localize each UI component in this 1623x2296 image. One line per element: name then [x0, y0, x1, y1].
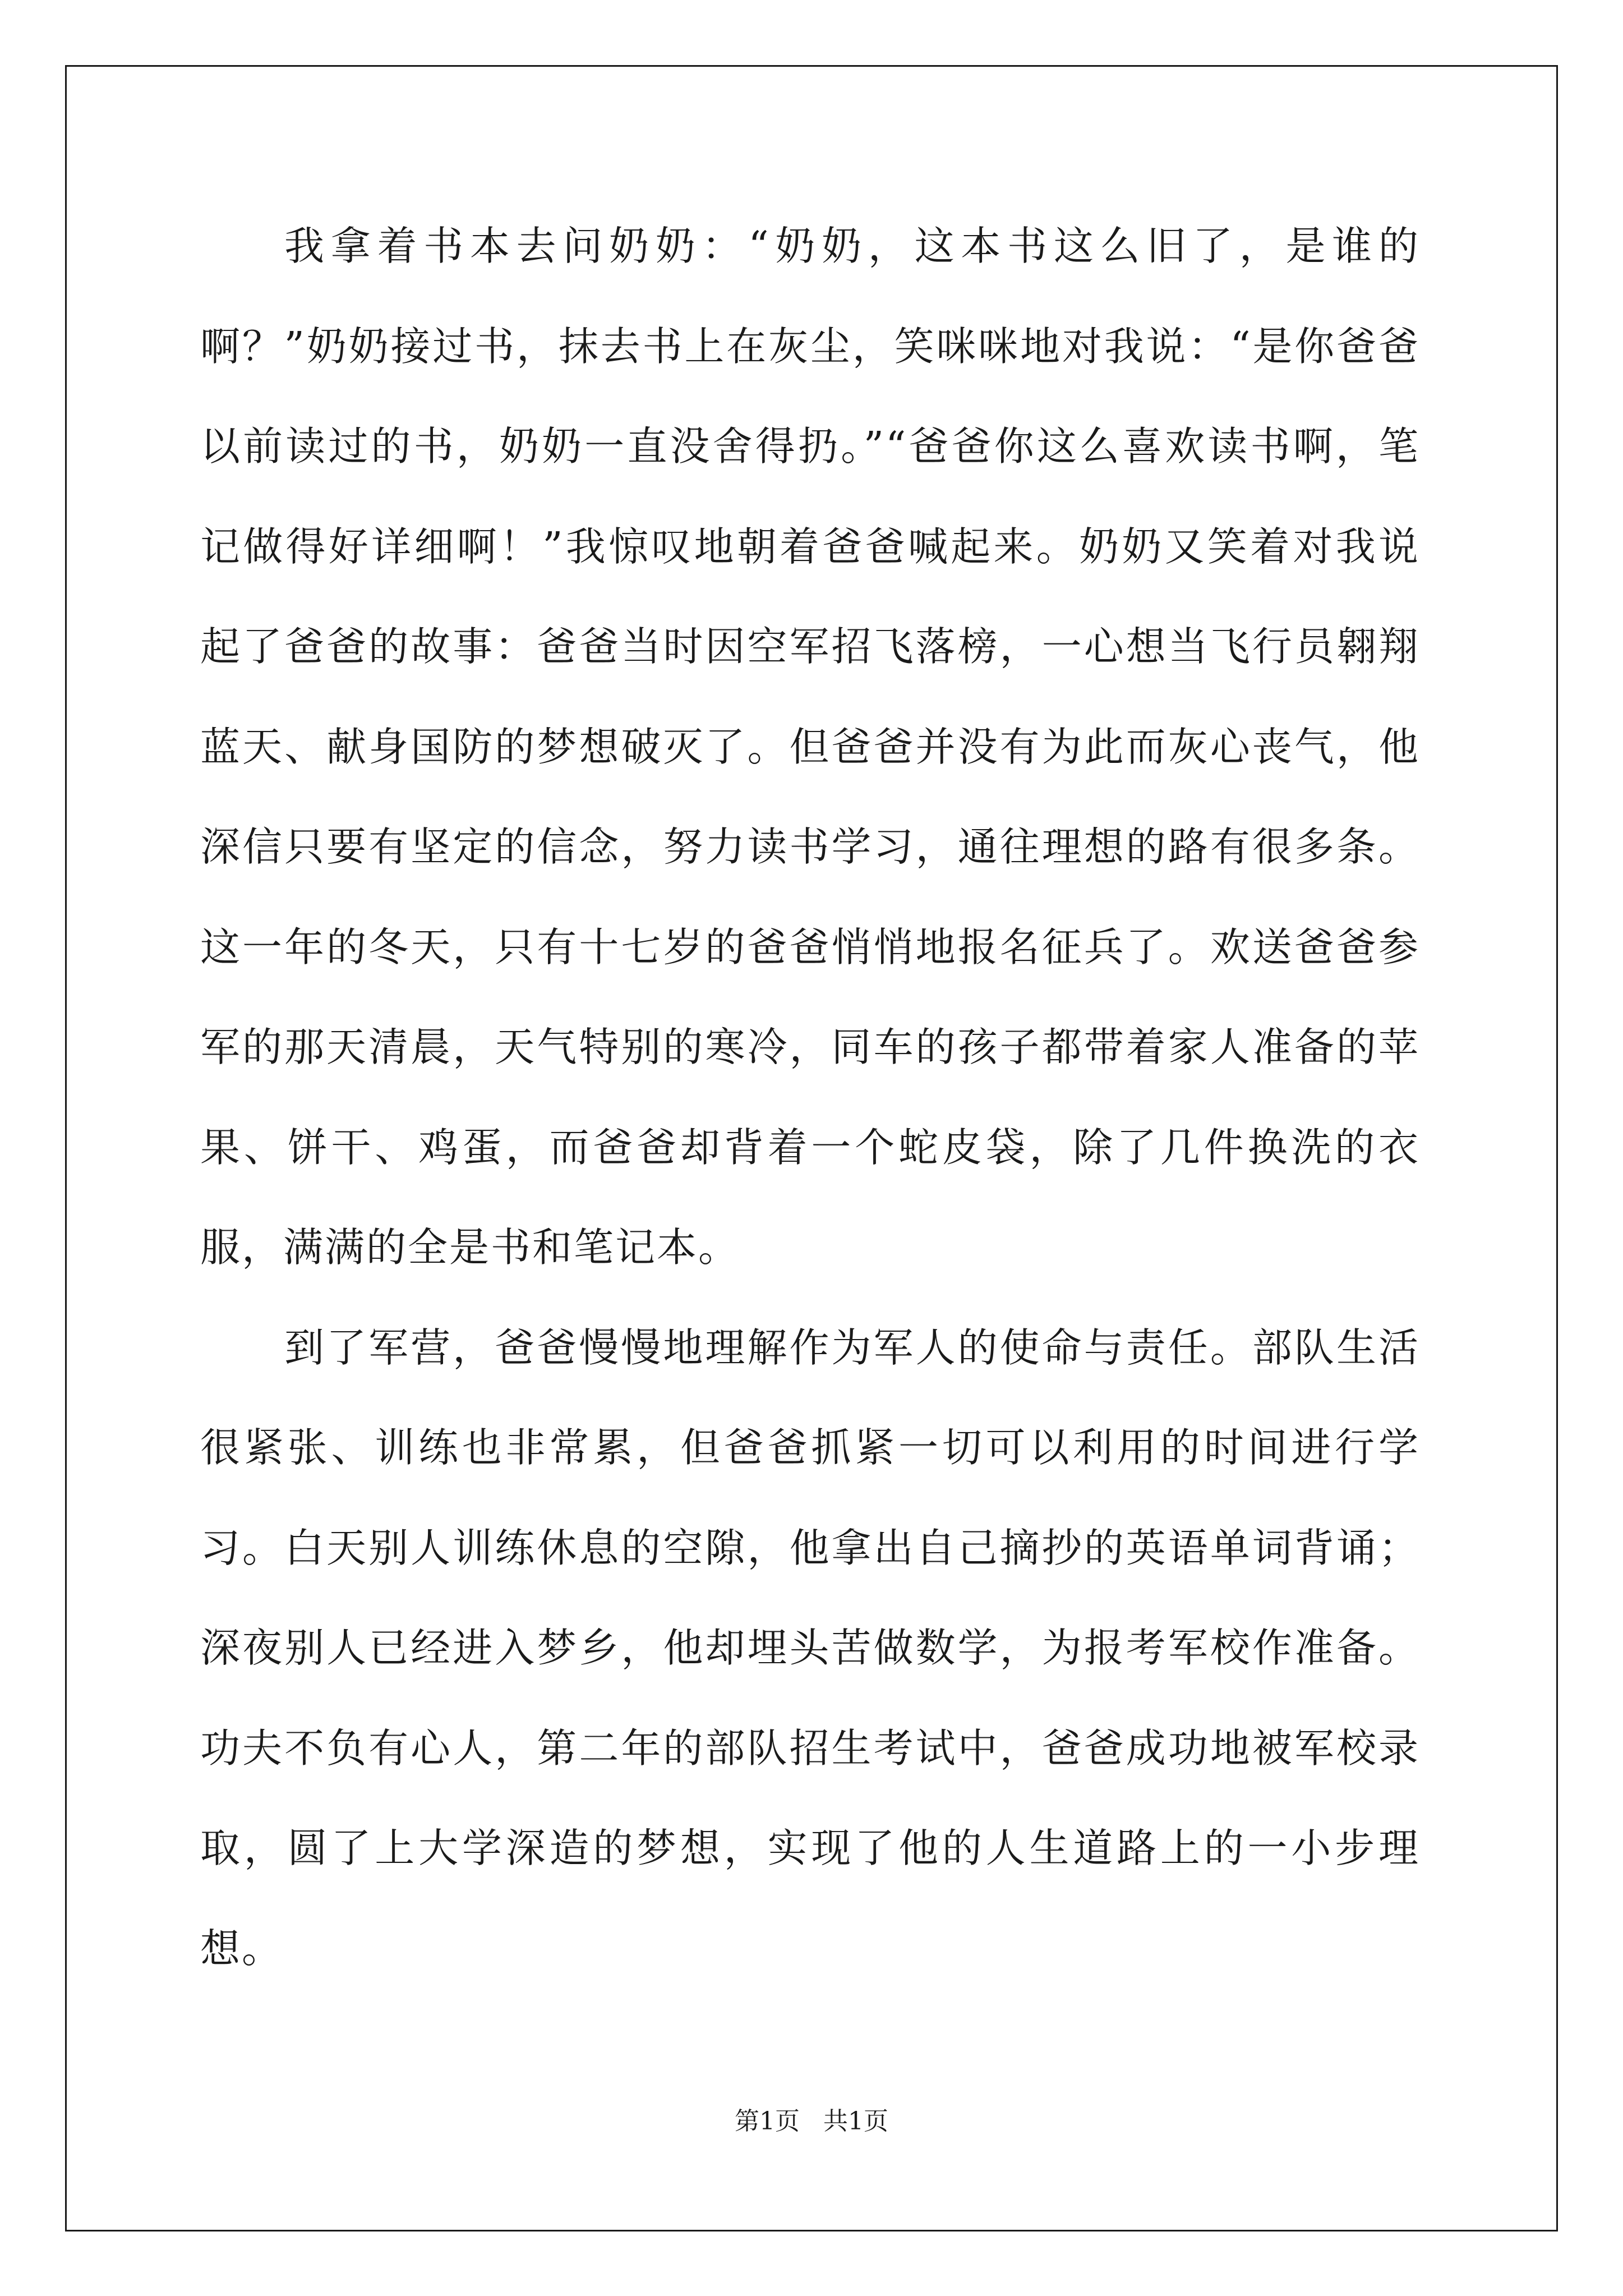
- page-number-label: 第1页 共1页: [735, 2107, 888, 2136]
- page-footer: [0, 2101, 1623, 2137]
- paragraph-2: 到了军营，爸爸慢慢地理解作为军人的使命与责任。部队生活很紧张、训练也非常累，但爸爸抓紧一切可以利用的时间进行学习。白天别人训练休息的空隙，他拿出自己摘抄的英语单词背诵；深夜别人已经进入梦乡，他却埋头苦做数学，为报考军校作准备。功夫不负有心人，第二年的部队招生考试中，爸爸成功地被军校录取，圆了上大学深造的梦想，实现了他的人生道路上的一小步理想。: [200, 1324, 1420, 1972]
- paragraph-1: 我拿着书本去问奶奶：“奶奶，这本书这么旧了，是谁的啊？”奶奶接过书，抹去书上在灰尘，笑咪咪地对我说：“是你爸爸以前读过的书，奶奶一直没舍得扔。”“爸爸你这么喜欢读书啊，笔记做得好详细啊！”我惊叹地朝着爸爸喊起来。奶奶又笑着对我说起了爸爸的故事：爸爸当时因空军招飞落榜，一心想当飞行员翱翔蓝天、献身国防的梦想破灭了。但爸爸并没有为此而灰心丧气，他深信只要有坚定的信念，努力读书学习，通往理想的路有很多条。这一年的冬天，只有十七岁的爸爸悄悄地报名征兵了。欢送爸爸参军的那天清晨，天气特别的寒冷，同车的孩子都带着家人准备的苹果、饼干、鸡蛋，而爸爸却背着一个蛇皮袋，除了几件换洗的衣服，满满的全是书和笔记本。: [200, 223, 1420, 1271]
- document-body: [200, 196, 1420, 1999]
